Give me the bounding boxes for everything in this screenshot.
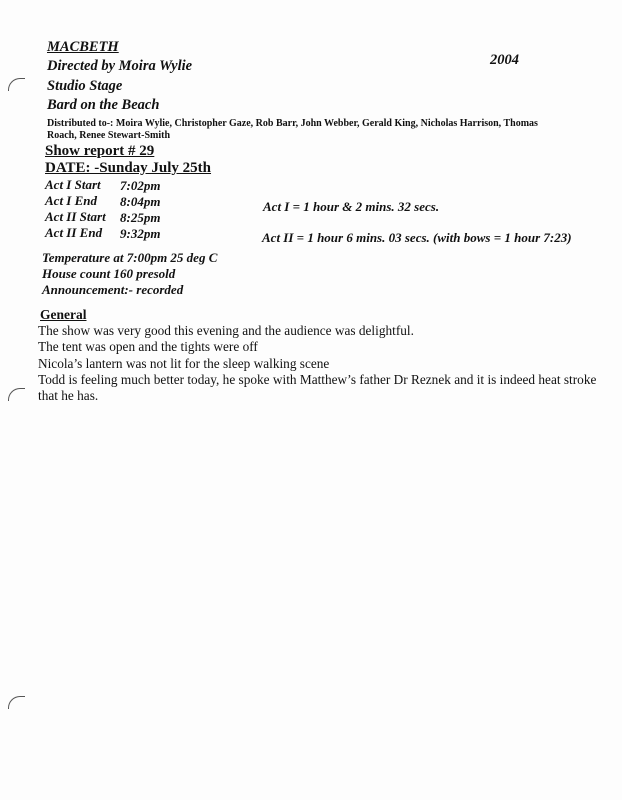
- distribution-list: Distributed to-: Moira Wylie, Christopher Gaze, Rob Barr, John Webber, Gerald King, Nicholas Harrison, Thomas: [47, 118, 538, 129]
- time-value: 7:02pm: [120, 178, 161, 193]
- general-line: that he has.: [38, 388, 99, 403]
- distribution-list-cont: Roach, Renee Stewart-Smith: [47, 130, 171, 141]
- time-value: 8:25pm: [120, 210, 161, 225]
- time-value: 9:32pm: [120, 226, 161, 241]
- binder-hole-mark: [8, 388, 25, 401]
- time-label: Act I End: [45, 193, 98, 208]
- house-count: House count 160 presold: [42, 266, 176, 281]
- binder-hole-mark: [8, 78, 25, 91]
- general-line: Todd is feeling much better today, he spoke with Matthew’s father Dr Reznek and it is indeed heat stroke: [38, 372, 597, 387]
- general-line: The show was very good this evening and the audience was delightful.: [38, 323, 414, 338]
- time-label: Act II Start: [45, 209, 106, 224]
- report-title: Show report # 29: [45, 143, 155, 159]
- time-label: Act II End: [45, 225, 103, 240]
- company: Bard on the Beach: [47, 97, 160, 113]
- general-heading: General: [40, 307, 87, 322]
- time-value: 8:04pm: [120, 194, 161, 209]
- time-label: Act I Start: [45, 177, 101, 192]
- general-line: Nicola’s lantern was not lit for the sleep walking scene: [38, 356, 330, 371]
- act1-duration: Act I = 1 hour & 2 mins. 32 secs.: [263, 199, 440, 214]
- report-date: DATE: -Sunday July 25th: [45, 160, 212, 176]
- play-title: MACBETH: [47, 39, 119, 55]
- venue: Studio Stage: [47, 78, 123, 94]
- director: Directed by Moira Wylie: [47, 58, 193, 74]
- general-line: The tent was open and the tights were off: [38, 339, 258, 354]
- announcement: Announcement:- recorded: [42, 282, 184, 297]
- act2-duration: Act II = 1 hour 6 mins. 03 secs. (with bows = 1 hour 7:23): [262, 230, 572, 245]
- temperature: Temperature at 7:00pm 25 deg C: [42, 250, 218, 265]
- binder-hole-mark: [8, 696, 25, 709]
- year: 2004: [490, 52, 519, 68]
